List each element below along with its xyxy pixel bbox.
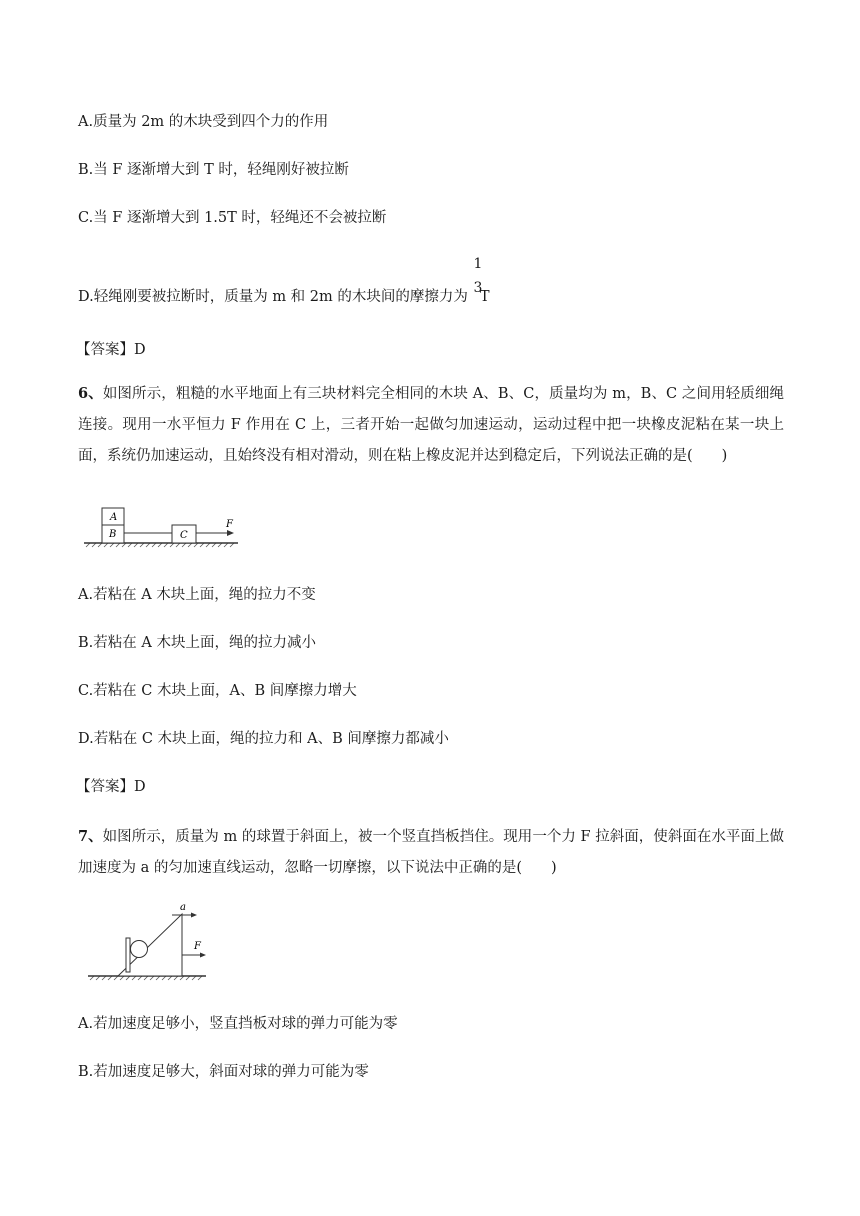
q6-figure xyxy=(84,503,244,549)
q7-stem-text: 如图所示，质量为 m 的球置于斜面上，被一个竖直挡板挡住。现用一个力 F 拉斜面，使斜面在水平面上做加速度为 a 的匀加速直线运动，忽略一切摩擦，以下说法中正确的是( ) xyxy=(78,829,784,876)
force-arrowhead xyxy=(200,953,206,958)
q7-figure xyxy=(88,898,212,982)
q6-stem xyxy=(78,378,784,472)
q5-option-c: C.当 F 逐渐增大到 1.5T 时，轻绳还不会被拉断 xyxy=(78,210,387,226)
label-f: F xyxy=(226,519,233,530)
fraction-denominator: 3 xyxy=(473,280,483,296)
label-c: C xyxy=(180,530,188,541)
ball xyxy=(131,941,148,958)
q5-answer: 【答案】D xyxy=(76,342,146,358)
q5-option-a: A.质量为 2m 的木块受到四个力的作用 xyxy=(78,114,329,130)
fraction-numerator: 1 xyxy=(473,256,483,272)
label-a: a xyxy=(180,902,186,913)
label-f: F xyxy=(194,941,201,952)
q5-option-b: B.当 F 逐渐增大到 T 时，轻绳刚好被拉断 xyxy=(78,162,349,178)
q6-answer: 【答案】D xyxy=(76,779,146,795)
q6-option-a: A.若粘在 A 木块上面，绳的拉力不变 xyxy=(78,587,316,603)
q6-stem-text: 如图所示，粗糙的水平地面上有三块材料完全相同的木块 A、B、C，质量均为 m，B、C 之间用轻质细绳连接。现用一水平恒力 F 作用在 C 上，三者开始一起做匀加速运动，运动过程中把一块橡皮泥粘在某一块上面，系统仍加速运动，且始终没有相对滑动，则在粘上橡皮泥并达到稳定后，下列说法正确的是( ) xyxy=(78,386,785,464)
label-b: B xyxy=(109,529,117,540)
q5-option-d-unit: T xyxy=(479,289,490,305)
baffle xyxy=(126,938,130,972)
q7-number: 7、 xyxy=(78,828,103,845)
q6-option-b: B.若粘在 A 木块上面，绳的拉力减小 xyxy=(78,635,316,651)
label-a: A xyxy=(110,512,118,523)
q6-option-d: D.若粘在 C 木块上面，绳的拉力和 A、B 间摩擦力都减小 xyxy=(78,731,449,747)
q6-number: 6、 xyxy=(78,385,103,402)
q7-option-b: B.若加速度足够大，斜面对球的弹力可能为零 xyxy=(78,1064,369,1080)
acceleration-arrowhead xyxy=(191,913,197,918)
q5-option-d xyxy=(78,287,490,307)
force-arrowhead xyxy=(227,530,234,536)
q5-option-d-text: D.轻绳刚要被拉断时，质量为 m 和 2m 的木块间的摩擦力为 xyxy=(78,289,468,305)
q7-stem xyxy=(78,821,784,884)
q6-option-c: C.若粘在 C 木块上面，A、B 间摩擦力增大 xyxy=(78,683,357,699)
q7-option-a: A.若加速度足够小，竖直挡板对球的弹力可能为零 xyxy=(78,1016,398,1032)
